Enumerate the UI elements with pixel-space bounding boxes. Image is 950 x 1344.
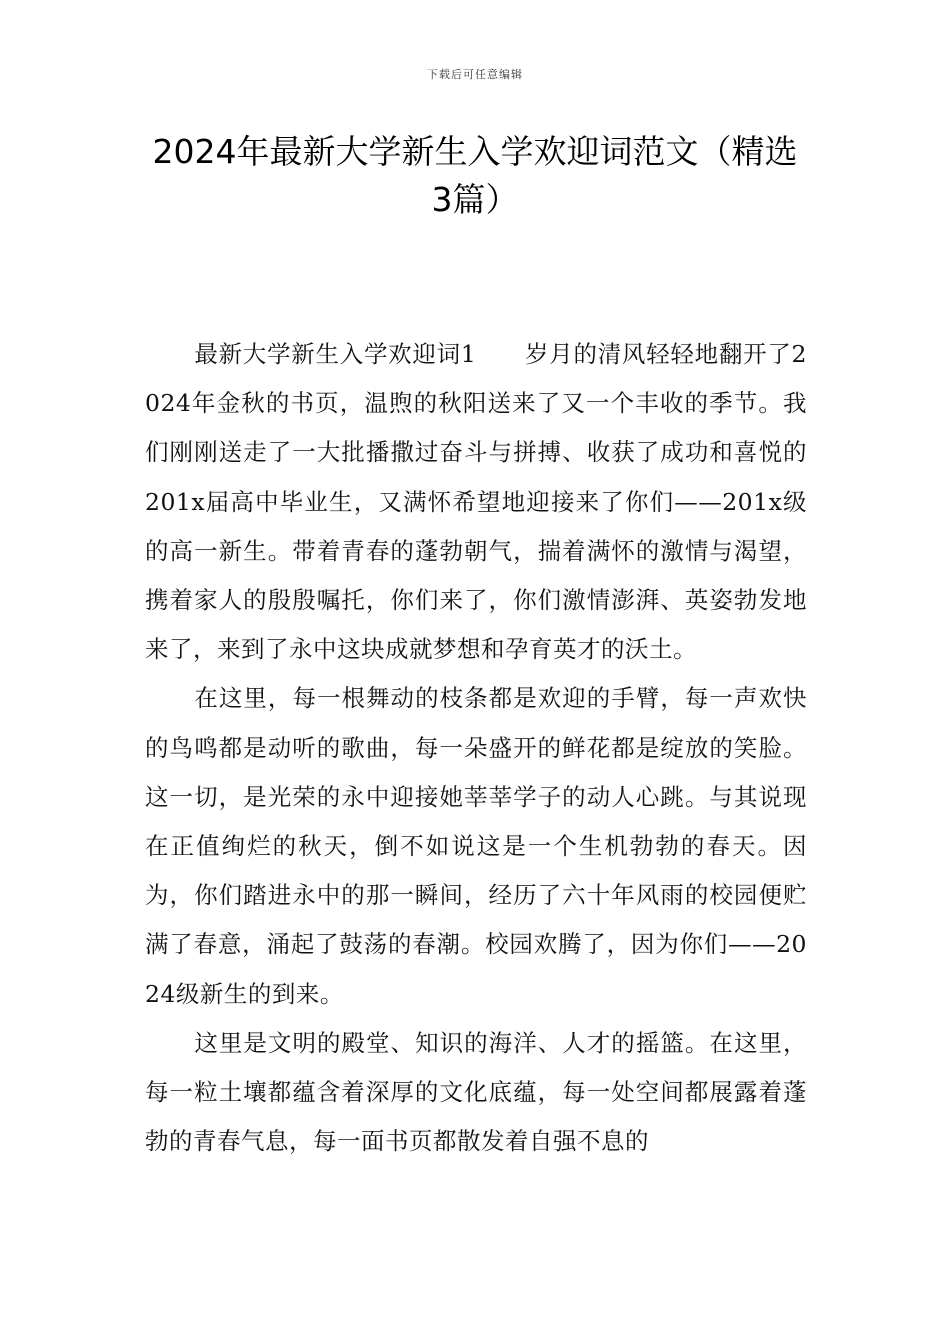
document-title: 2024年最新大学新生入学欢迎词范文（精选3篇）	[152, 132, 798, 219]
paragraph-2: 在这里，每一根舞动的枝条都是欢迎的手臂，每一声欢快的鸟鸣都是动听的歌曲，每一朵盛开的鲜花都是绽放的笑脸。这一切，是光荣的永中迎接她莘莘学子的动人心跳。与其说现在正值绚烂的秋天，倒不如说这是一个生机勃勃的春天。因为，你们踏进永中的那一瞬间，经历了六十年风雨的校园便贮满了春意，涌起了鼓荡的春潮。校园欢腾了，因为你们——2024级新生的到来。	[145, 684, 807, 1008]
paragraph-3: 这里是文明的殿堂、知识的海洋、人才的摇篮。在这里，每一粒土壤都蕴含着深厚的文化底蕴，每一处空间都展露着蓬勃的青春气息，每一面书页都散发着自强不息的	[145, 1028, 807, 1156]
paragraph-1: 最新大学新生入学欢迎词1 岁月的清风轻轻地翻开了2024年金秋的书页，温煦的秋阳送来了又一个丰收的季节。我们刚刚送走了一大批播撒过奋斗与拼搏、收获了成功和喜悦的201x届高中毕业生，又满怀希望地迎接来了你们——201x级的高一新生。带着青春的蓬勃朝气，揣着满怀的激情与渴望，携着家人的殷殷嘱托，你们来了，你们激情澎湃、英姿勃发地来了，来到了永中这块成就梦想和孕育英才的沃土。	[145, 340, 807, 664]
header-note: 下载后可任意编辑	[427, 68, 523, 81]
document-body	[145, 330, 807, 1166]
